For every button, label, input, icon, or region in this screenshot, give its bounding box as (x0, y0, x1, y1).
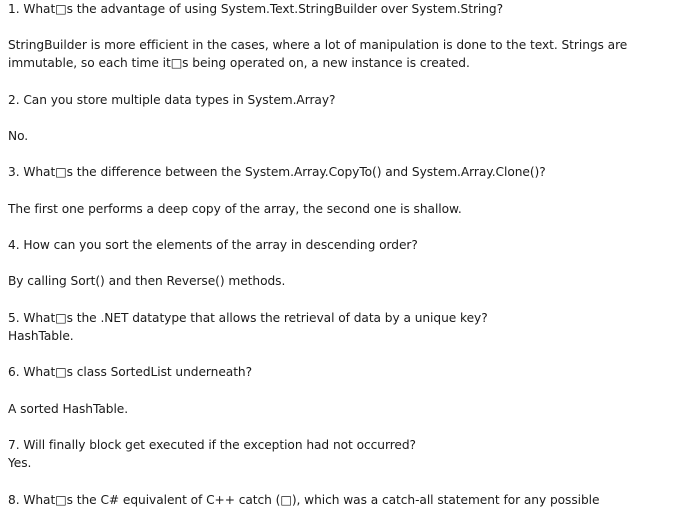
answer-6: A sorted HashTable. (8, 402, 129, 416)
question-6: 6. What□s class SortedList underneath? (8, 365, 253, 379)
question-4: 4. How can you sort the elements of the array in descending order? (8, 238, 418, 252)
answer-2: No. (8, 129, 29, 143)
answer-5: HashTable. (8, 329, 74, 343)
answer-3: The first one performs a deep copy of the array, the second one is shallow. (8, 202, 462, 216)
question-1: 1. What□s the advantage of using System.Text.StringBuilder over System.String? (8, 2, 504, 16)
question-2: 2. Can you store multiple data types in System.Array? (8, 93, 336, 107)
question-3: 3. What□s the difference between the System.Array.CopyTo() and System.Array.Clone()? (8, 165, 546, 179)
question-5: 5. What□s the .NET datatype that allows the retrieval of data by a unique key? (8, 311, 488, 325)
answer-4: By calling Sort() and then Reverse() methods. (8, 274, 286, 288)
answer-1-line-1: StringBuilder is more efficient in the cases, where a lot of manipulation is done to the text. Strings are (8, 38, 628, 52)
answer-7: Yes. (8, 456, 32, 470)
question-8: 8. What□s the C# equivalent of C++ catch (□), which was a catch-all statement for any possible (8, 493, 600, 507)
question-7: 7. Will finally block get executed if the exception had not occurred? (8, 438, 416, 452)
answer-1-line-2: immutable, so each time it□s being operated on, a new instance is created. (8, 56, 470, 70)
